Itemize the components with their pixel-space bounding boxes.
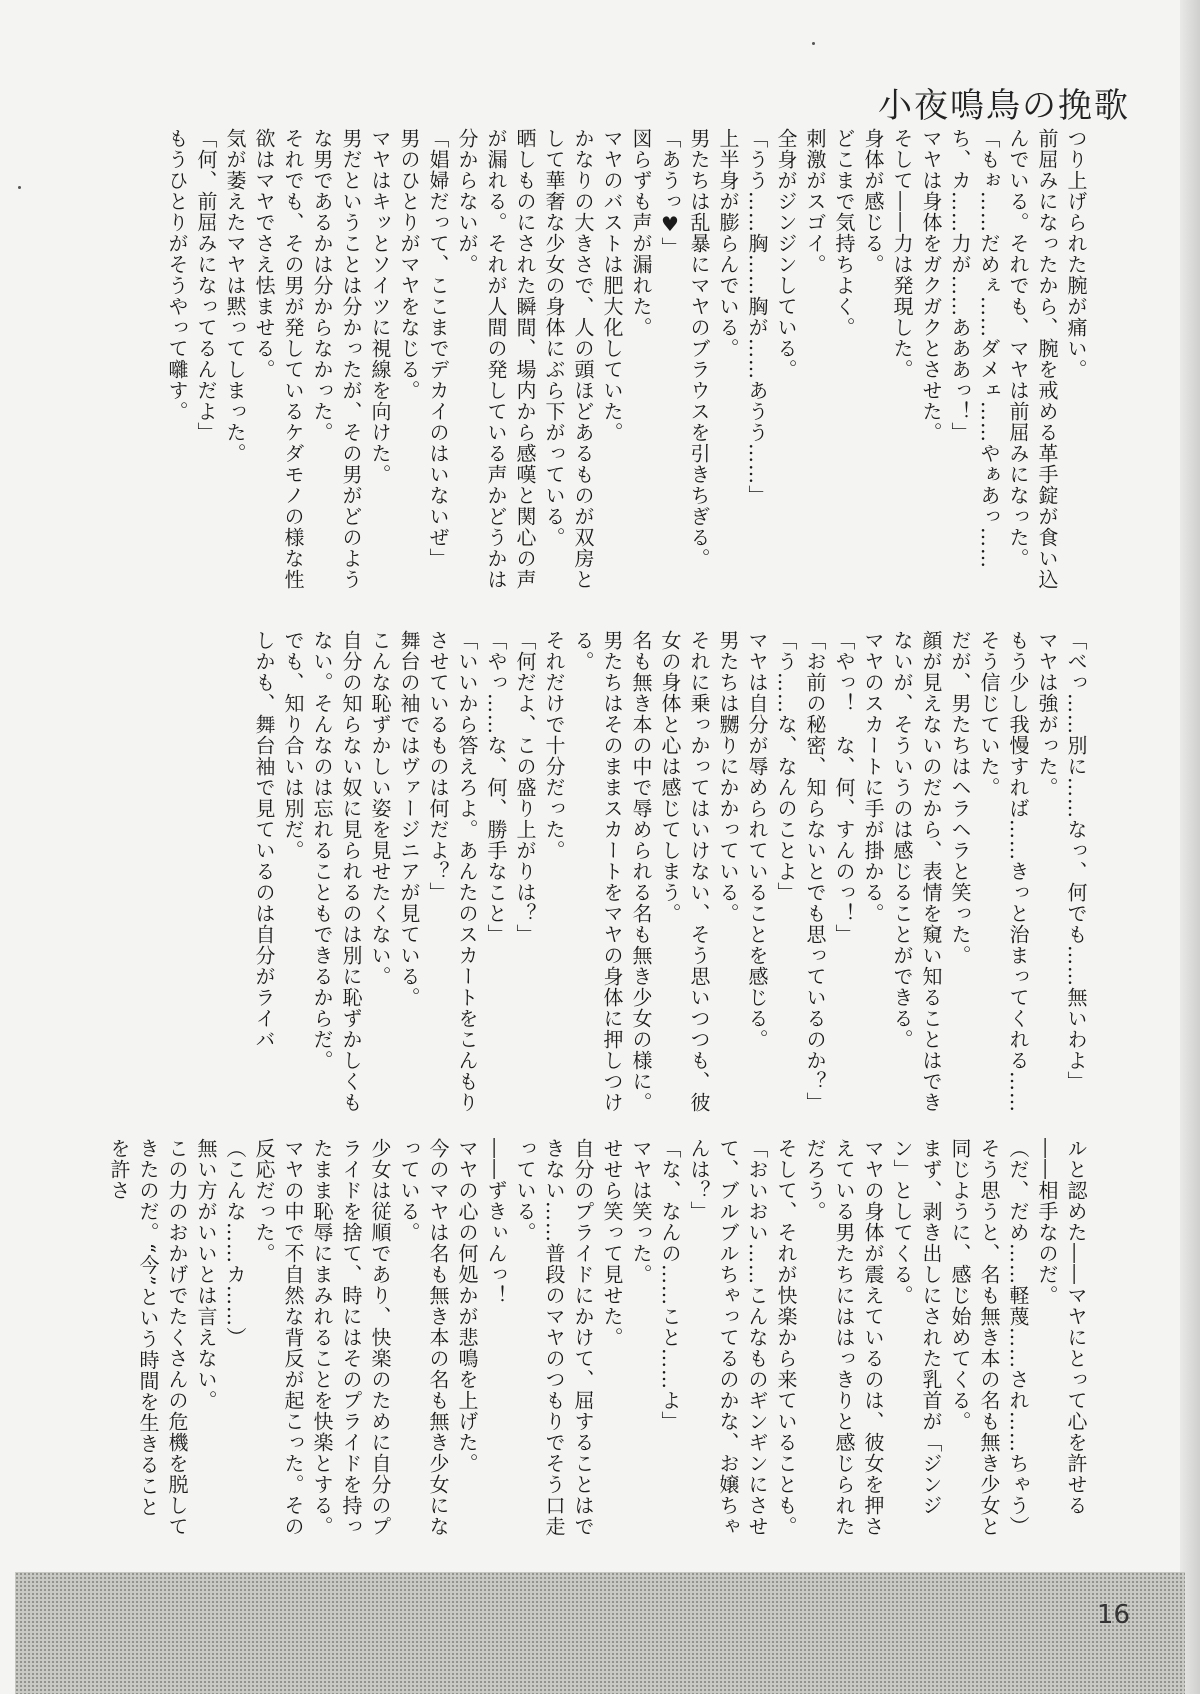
text-line: （こんな……カ……） <box>223 1138 247 1348</box>
text-line: それに乗っかってはいけない、そう思いつつも、彼女の身体と心は感じてしまう。 <box>658 630 711 1113</box>
text-line: つり上げられた腕が痛い。 <box>1064 128 1088 380</box>
text-line: 男たちはそのままスカートをマヤの身体に押しつける。 <box>571 630 624 1113</box>
text-line: 「何、前屈みになってるんだよ」 <box>194 128 218 443</box>
text-line: まず、剥き出しにされた乳首が「ジンジン」としてくる。 <box>890 1138 943 1516</box>
text-line: マヤは笑った。 <box>629 1138 653 1285</box>
text-line: 「やっ！ な、何、すんのっ！」 <box>832 630 856 945</box>
text-line: 少女は従順であり、快楽のために自分のプライドを捨て、時にはそのプライドを持ったまま恥辱にまみれることを快楽とする。 <box>310 1138 392 1537</box>
text-line: 身体が感じる。 <box>861 128 885 275</box>
text-line: ルと認めた――マヤにとって心を許せる――相手なのだ。 <box>1035 1138 1088 1516</box>
text-line: 晒しものにされた瞬間、場内から感嘆と関心の声が漏れる。それが人間の発している声かどうかは分からないが。 <box>455 128 537 590</box>
text-line: 男たちは嬲りにかかっている。 <box>716 630 740 924</box>
text-line: 「な、なんの……こと……よ」 <box>658 1138 682 1432</box>
text-block-middle <box>150 630 1090 1130</box>
scan-speck <box>812 42 815 45</box>
text-line: 「いいから答えろよ。あんたのスカートをこんもりさせているものは何だよ？」 <box>426 630 479 1113</box>
text-line: 「何だよ、この盛り上がりは？」 <box>513 630 537 945</box>
page-number: 16 <box>1096 1600 1130 1630</box>
text-block-bottom <box>107 1138 1090 1538</box>
text-line: （だ、だめ……軽蔑……され……ちゃう） <box>1006 1138 1030 1537</box>
text-line: マヤの身体が震えているのは、彼女を押さえている男たちにははっきりと感じられただろう。 <box>803 1138 885 1537</box>
text-line: 上半身が膨らんでいる。 <box>716 128 740 359</box>
text-line: もう少し我慢すれば……きっと治まってくれる……そう信じていた。 <box>977 630 1030 1113</box>
text-line: 図らずも声が漏れた。 <box>629 128 653 338</box>
text-line: かなりの大きさで、人の頭ほどあるものが双房として華奢な少女の身体にぶら下がっている。 <box>542 128 595 590</box>
text-line: 「もぉ……だめぇ……ダメェ……やぁあっ……ち、カ……力が……あああっ！」 <box>948 128 1001 569</box>
text-line: 前屈みになったから、腕を戒める革手錠が食い込んでいる。それでも、マヤは前屈みになった。 <box>1006 128 1059 590</box>
text-line: 刺激がスゴイ。 <box>803 128 827 275</box>
text-line: そして――力は発現した。 <box>890 128 914 380</box>
text-line: せせら笑って見せた。 <box>600 1138 624 1348</box>
text-line: マヤは自分が辱められていることを感じる。 <box>745 630 769 1050</box>
text-line: 男のひとりがマヤをなじる。 <box>397 128 421 401</box>
text-line: 男たちは乱暴にマヤのブラウスを引きちぎる。 <box>687 128 711 569</box>
text-line: 男だということは分かったが、その男がどのような男であるかは分からなかった。 <box>310 128 363 590</box>
text-line: それでも、その男が発しているケダモノの様な性欲はマヤでさえ怯ませる。 <box>252 128 305 590</box>
text-line: もうひとりがそうやって囃す。 <box>165 128 189 422</box>
text-line: 舞台の袖ではヴァージニアが見ている。 <box>397 630 421 1008</box>
text-line: マヤのバストは肥大化していた。 <box>600 128 624 443</box>
scan-speck <box>18 186 21 189</box>
text-line: ――ずきぃんっ！ <box>484 1138 508 1306</box>
page-edge-shadow <box>1180 0 1200 1694</box>
text-block-top <box>150 128 1090 608</box>
text-line: この力のおかげでたくさんの危機を脱してきたのだ。“今”という時間を生きることを許さ <box>107 1138 189 1537</box>
text-line: マヤの心の何処かが悲鳴を上げた。 <box>455 1138 479 1474</box>
text-line: マヤの中で不自然な背反が起こった。その反応だった。 <box>252 1138 305 1537</box>
text-line: どこまで気持ちよく。 <box>832 128 856 338</box>
text-line: 自分のプライドにかけて、屈することはできない……普段のマヤのつもりでそう口走っている。 <box>513 1138 595 1537</box>
text-line: 「やっ……な、何、勝手なこと」 <box>484 630 508 945</box>
text-line: こんな恥ずかしい姿を見せたくない。 <box>368 630 392 987</box>
text-line: 「べっ……別に……なっ、何でも……無いわよ」 <box>1064 630 1088 1092</box>
text-line: 気が萎えたマヤは黙ってしまった。 <box>223 128 247 464</box>
text-line: そして、それが快楽から来ていることも。 <box>774 1138 798 1537</box>
text-line: 「娼婦だって、ここまでデカイのはいないぜ」 <box>426 128 450 569</box>
text-line: 顔が見えないのだから、表情を窺い知ることはできないが、そういうのは感じることができる。 <box>890 630 943 1113</box>
text-line: 「うう……胸……胸が……あうう……」 <box>745 128 769 506</box>
footer-screentone-band <box>15 1572 1185 1694</box>
chapter-title: 小夜鳴鳥の挽歌 <box>878 86 1130 126</box>
text-line: それだけで十分だった。 <box>542 630 566 861</box>
text-line: しかも、舞台袖で見ているのは自分がライバ <box>252 630 276 1050</box>
text-line: 今のマヤは名も無き本の名も無き少女になっている。 <box>397 1138 450 1537</box>
text-line: マヤのスカートに手が掛かる。 <box>861 630 885 924</box>
text-line: マヤは身体をガクガクとさせた。 <box>919 128 943 443</box>
text-line: 「あうっ♥」 <box>658 128 682 258</box>
text-line: そう思うと、名も無き本の名も無き少女と同じように、感じ始めてくる。 <box>948 1138 1001 1537</box>
text-line: 自分の知らない奴に見られるのは別に恥ずかしくもない。そんなのは忘れることもできるからだ。 <box>310 630 363 1113</box>
text-line: だが、男たちはヘラヘラと笑った。 <box>948 630 972 966</box>
text-line: 無い方がいいとは言えない。 <box>194 1138 218 1411</box>
text-line: マヤは強がった。 <box>1035 630 1059 798</box>
text-line: マヤはキッとソイツに視線を向けた。 <box>368 128 392 485</box>
text-line: 名も無き本の中で辱められる名も無き少女の様に。 <box>629 630 653 1113</box>
text-line: でも、知り合いは別だ。 <box>281 630 305 861</box>
text-line: 「おいおい……こんなものギンギンにさせて、ブルブルちゃってるのかな、お嬢ちゃんは？」 <box>687 1138 769 1537</box>
text-line: 「う……な、なんのことよ」 <box>774 630 798 903</box>
text-line: 「お前の秘密、知らないとでも思っているのか？」 <box>803 630 827 1113</box>
text-line: 全身がジンジンしている。 <box>774 128 798 380</box>
